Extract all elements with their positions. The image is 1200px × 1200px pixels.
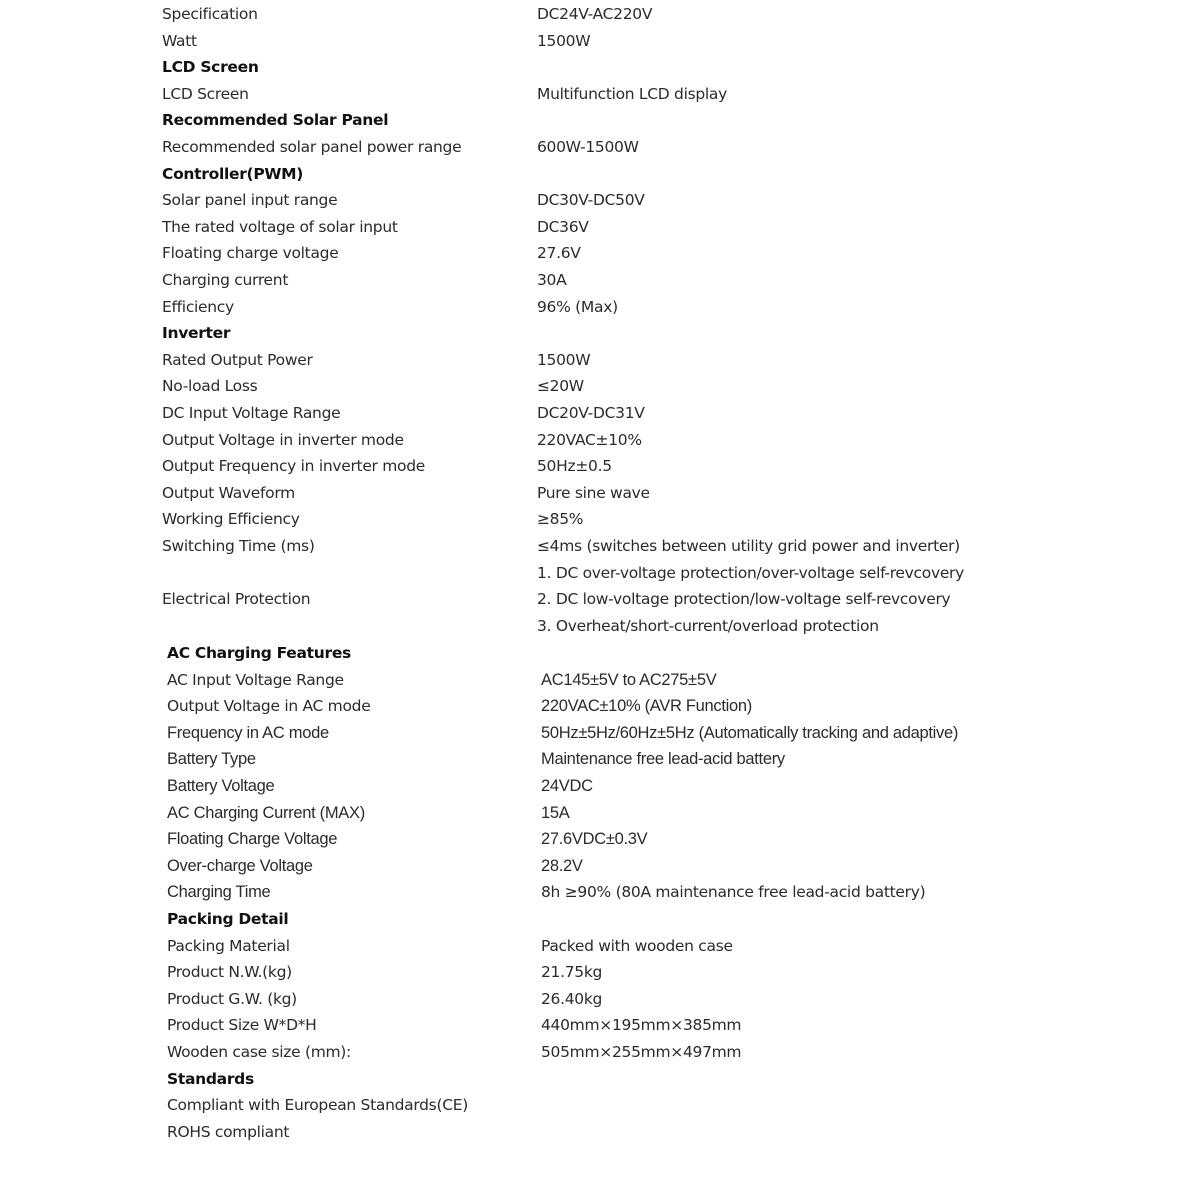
spec-value: DC36V xyxy=(537,217,589,236)
spec-label: Efficiency xyxy=(162,297,234,316)
spec-value: 26.40kg xyxy=(541,989,603,1008)
spec-label: No-load Loss xyxy=(162,377,258,396)
spec-value: 8h ≥90% (80A maintenance free lead-acid battery) xyxy=(541,883,926,902)
spec-value: DC24V-AC220V xyxy=(537,5,653,23)
spec-value: 2. DC low-voltage protection/low-voltage self-revcovery xyxy=(537,590,951,609)
spec-value: ≥85% xyxy=(537,510,584,529)
spec-label: Rated Output Power xyxy=(162,350,313,369)
spec-value: 600W-1500W xyxy=(537,138,639,156)
spec-label: Wooden case size (mm): xyxy=(167,1043,351,1061)
spec-value: 1500W xyxy=(537,350,591,369)
spec-value: 1. DC over-voltage protection/over-voltage self-revcovery xyxy=(537,563,965,582)
spec-label: Frequency in AC mode xyxy=(167,723,329,742)
spec-label: Packing Material xyxy=(167,936,290,955)
spec-value: 50Hz±0.5 xyxy=(537,457,612,476)
spec-value: Maintenance free lead-acid battery xyxy=(541,750,785,769)
spec-value: 220VAC±10% (AVR Function) xyxy=(541,697,752,716)
spec-label: AC Input Voltage Range xyxy=(167,670,344,689)
spec-label: Floating charge voltage xyxy=(162,244,339,263)
spec-label: Output Waveform xyxy=(162,483,295,502)
spec-label: AC Charging Current (MAX) xyxy=(167,803,365,822)
spec-label: Specification xyxy=(162,5,258,23)
spec-value: 220VAC±10% xyxy=(537,430,642,449)
spec-value: 1500W xyxy=(537,31,591,50)
section-heading: LCD Screen xyxy=(162,58,259,77)
spec-value: Packed with wooden case xyxy=(541,936,733,955)
spec-label: Working Efficiency xyxy=(162,510,300,529)
spec-value: 440mm×195mm×385mm xyxy=(541,1016,742,1035)
section-heading: Controller(PWM) xyxy=(162,164,304,183)
section-heading: Standards xyxy=(167,1069,254,1088)
spec-value: 50Hz±5Hz/60Hz±5Hz (Automatically tracking and adaptive) xyxy=(541,723,959,742)
spec-label: Product Size W*D*H xyxy=(167,1016,317,1035)
spec-value: 15A xyxy=(541,803,570,822)
spec-label: Solar panel input range xyxy=(162,191,338,210)
spec-label: Compliant with European Standards(CE) xyxy=(167,1096,468,1115)
spec-value: Pure sine wave xyxy=(537,483,650,502)
spec-value: DC30V-DC50V xyxy=(537,191,645,210)
spec-label: Electrical Protection xyxy=(162,590,311,609)
spec-label: Battery Voltage xyxy=(167,777,275,795)
spec-label: Watt xyxy=(162,31,197,50)
spec-label: Over-charge Voltage xyxy=(167,856,313,875)
spec-value: 96% (Max) xyxy=(537,297,618,316)
spec-label: Recommended solar panel power range xyxy=(162,138,462,156)
section-heading: AC Charging Features xyxy=(167,644,351,662)
spec-value: 27.6VDC±0.3V xyxy=(541,830,648,849)
spec-value: ≤20W xyxy=(537,377,584,396)
spec-label: ROHS compliant xyxy=(167,1122,290,1141)
section-heading: Packing Detail xyxy=(167,910,289,928)
spec-value: ≤4ms (switches between utility grid power and inverter) xyxy=(537,537,960,555)
spec-value: DC20V-DC31V xyxy=(537,404,645,422)
spec-label: Battery Type xyxy=(167,750,256,769)
spec-label: Charging Time xyxy=(167,883,271,902)
section-heading: Recommended Solar Panel xyxy=(162,111,389,130)
spec-label: Output Frequency in inverter mode xyxy=(162,457,426,476)
spec-label: Output Voltage in AC mode xyxy=(167,697,371,716)
spec-value: Multifunction LCD display xyxy=(537,84,727,103)
spec-value: 30A xyxy=(537,271,567,289)
spec-label: Output Voltage in inverter mode xyxy=(162,430,404,449)
spec-label: Product G.W. (kg) xyxy=(167,989,297,1008)
section-heading: Inverter xyxy=(162,324,231,343)
spec-label: Floating Charge Voltage xyxy=(167,830,338,849)
spec-value: 27.6V xyxy=(537,244,581,263)
spec-label: Product N.W.(kg) xyxy=(167,963,292,982)
spec-value: 505mm×255mm×497mm xyxy=(541,1043,742,1061)
spec-value: 3. Overheat/short-current/overload protection xyxy=(537,616,879,635)
spec-label: LCD Screen xyxy=(162,84,249,103)
spec-label: Switching Time (ms) xyxy=(162,537,315,555)
spec-value: AC145±5V to AC275±5V xyxy=(541,670,717,689)
spec-label: DC Input Voltage Range xyxy=(162,404,341,422)
spec-label: The rated voltage of solar input xyxy=(162,217,398,236)
spec-label: Charging current xyxy=(162,271,289,289)
spec-value: 24VDC xyxy=(541,777,593,795)
spec-value: 28.2V xyxy=(541,856,583,875)
spec-value: 21.75kg xyxy=(541,963,603,982)
